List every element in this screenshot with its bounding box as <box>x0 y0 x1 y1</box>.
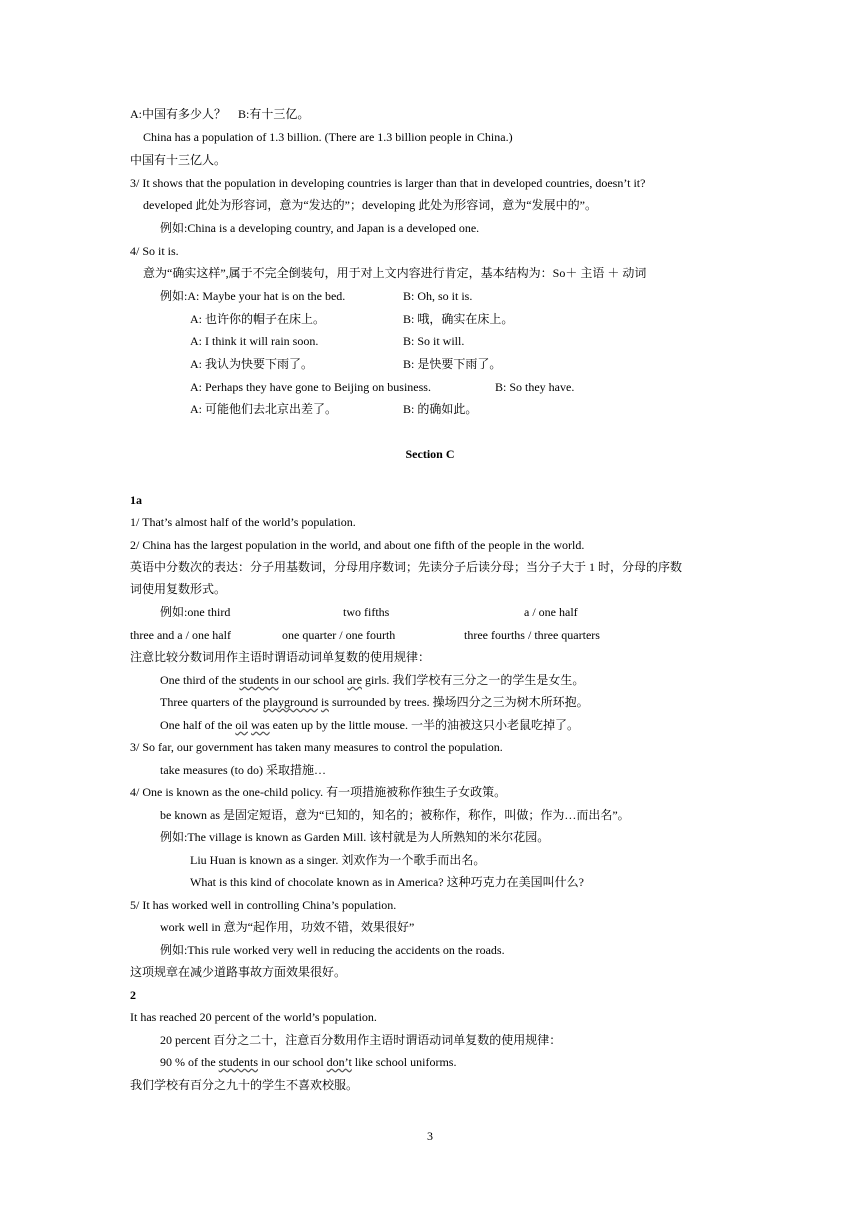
example-line: B: So they have. <box>495 380 575 394</box>
underlined-word: are <box>347 673 362 687</box>
text-line: developed 此处为形容词，意为“发达的”；developing 此处为形容词，意为“发展中的”。 <box>143 198 597 212</box>
dialogue-line: A:中国有多少人？ B:有十三亿。 <box>130 107 310 121</box>
example-line: One third of the students in our school are girls. 我们学校有三分之一的学生是女生。 <box>160 673 585 687</box>
underlined-word: playground <box>263 695 318 709</box>
example-line: three and a / one half <box>130 628 231 642</box>
example-line: What is this kind of chocolate known as in America? 这种巧克力在美国叫什么? <box>190 875 584 889</box>
underlined-word: is <box>320 695 329 709</box>
page-number: 3 <box>427 1129 433 1143</box>
text-line: 英语中分数次的表达：分子用基数词，分母用序数词；先读分子后读分母；当分子大于 1 时，分母的序数 <box>130 560 683 574</box>
example-line: One half of the oil was eaten up by the little mouse. 一半的油被这只小老鼠吃掉了。 <box>160 718 579 732</box>
text-line: It has reached 20 percent of the world’s population. <box>130 1010 377 1024</box>
underlined-word: students <box>218 1055 258 1069</box>
text-line: 这项规章在减少道路事故方面效果很好。 <box>130 965 347 979</box>
example-line: three fourths / three quarters <box>464 628 600 642</box>
example-line: A: 可能他们去北京出差了。 <box>190 402 338 416</box>
example-line: a / one half <box>524 605 578 619</box>
example-line: 例如:A: Maybe your hat is on the bed. <box>160 289 346 303</box>
text-line: be known as 是固定短语，意为“已知的，知名的；被称作，称作，叫做；作为…而出名”。 <box>160 808 630 822</box>
subsection-heading: 1a <box>130 493 142 507</box>
text-line: take measures (to do) 采取措施… <box>160 763 326 777</box>
example-line: A: 也许你的帽子在床上。 <box>190 312 326 326</box>
numbered-item: 2/ China has the largest population in the world, and about one fifth of the people in the world. <box>130 538 585 552</box>
example-line: two fifths <box>343 605 390 619</box>
text-line: 20 percent 百分之二十，注意百分数用作主语时谓语动词单复数的使用规律： <box>160 1033 562 1047</box>
example-line: B: 的确如此。 <box>403 402 478 416</box>
example-line: B: Oh, so it is. <box>403 289 473 303</box>
numbered-item: 4/ One is known as the one-child policy. 有一项措施被称作独生子女政策。 <box>130 785 507 799</box>
underlined-word: oil <box>235 718 248 732</box>
example-line: Three quarters of the playground is surrounded by trees. 操场四分之三为树木所环抱。 <box>160 695 589 709</box>
numbered-item: 5/ It has worked well in controlling China’s population. <box>130 898 397 912</box>
numbered-item: 3/ So far, our government has taken many measures to control the population. <box>130 740 503 754</box>
example-line: A: I think it will rain soon. <box>190 334 319 348</box>
text-line: 我们学校有百分之九十的学生不喜欢校服。 <box>130 1078 359 1092</box>
example-line: 90 % of the students in our school don’t like school uniforms. <box>160 1055 457 1069</box>
example-line: A: 我认为快要下雨了。 <box>190 357 314 371</box>
underlined-word: don’t <box>326 1055 352 1069</box>
text-line: 意为“确实这样”,属于不完全倒装句，用于对上文内容进行肯定，基本结构为：So＋ 主语 ＋ 动词 <box>143 266 647 280</box>
example-line: one quarter / one fourth <box>282 628 396 642</box>
underlined-word: was <box>250 718 270 732</box>
text-line: 注意比较分数词用作主语时谓语动词单复数的使用规律： <box>130 650 431 664</box>
example-line: 例如:This rule worked very well in reducing the accidents on the roads. <box>160 943 505 957</box>
section-heading: Section C <box>405 447 455 461</box>
text-line: work well in 意为“起作用，功效不错，效果很好” <box>160 920 415 934</box>
example-line: Liu Huan is known as a singer. 刘欢作为一个歌手而出名。 <box>190 853 486 867</box>
text-line: 词使用复数形式。 <box>130 582 227 596</box>
example-line: 例如:China is a developing country, and Japan is a developed one. <box>160 221 480 235</box>
text-line: China has a population of 1.3 billion. (There are 1.3 billion people in China.) <box>143 130 513 144</box>
numbered-item: 1/ That’s almost half of the world’s population. <box>130 515 356 529</box>
numbered-item: 4/ So it is. <box>130 244 179 258</box>
numbered-item: 3/ It shows that the population in developing countries is larger than that in developed countries, doesn’t it? <box>130 176 646 190</box>
example-line: B: 哦，确实在床上。 <box>403 312 514 326</box>
underlined-word: students <box>239 673 279 687</box>
text-line: 中国有十三亿人。 <box>130 153 227 167</box>
example-line: B: So it will. <box>403 334 465 348</box>
example-line: 例如:one third <box>160 605 231 619</box>
example-line: B: 是快要下雨了。 <box>403 357 502 371</box>
example-line: A: Perhaps they have gone to Beijing on business. <box>190 380 431 394</box>
subsection-heading: 2 <box>130 988 136 1002</box>
example-line: 例如:The village is known as Garden Mill. 该村就是为人所熟知的米尔花园。 <box>160 830 550 844</box>
